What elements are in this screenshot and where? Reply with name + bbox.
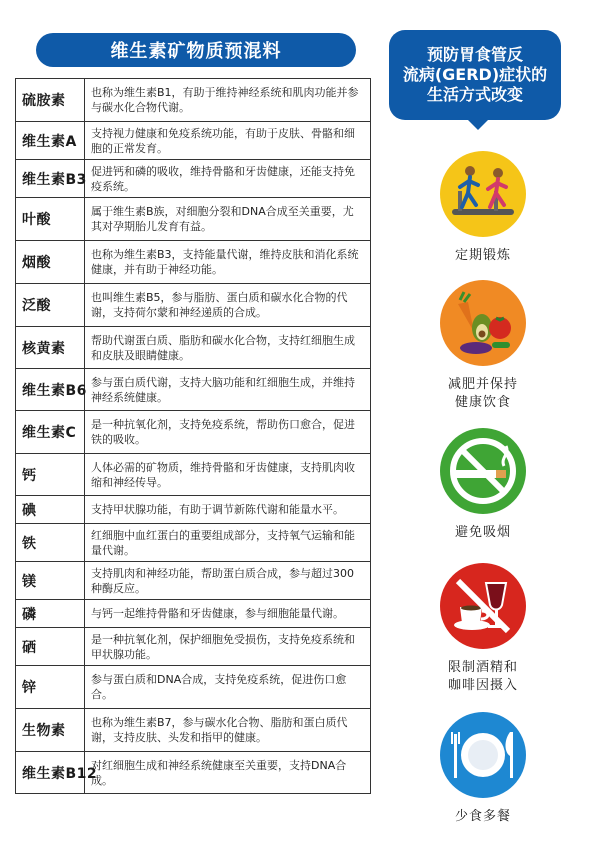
- nutrient-name: 维生素B12: [16, 752, 85, 794]
- healthy-food-icon: [440, 280, 526, 366]
- table-row: [16, 122, 371, 160]
- table-row: [16, 160, 371, 198]
- tip-no-smoking: [408, 428, 558, 542]
- table-row: [16, 709, 371, 752]
- nutrient-name: 核黄素: [16, 327, 85, 369]
- nutrient-name: 泛酸: [16, 284, 85, 327]
- table-row: [16, 524, 371, 562]
- nutrient-name: 硫胺素: [16, 79, 85, 122]
- nutrient-description: 也称为维生素B1，有助于维持神经系统和肌肉功能并参与碳水化合物代谢。: [85, 79, 371, 122]
- tip-healthy-diet: [408, 280, 558, 412]
- nutrient-name: 镁: [16, 562, 85, 600]
- nutrient-name: 叶酸: [16, 198, 85, 241]
- nutrient-description: 参与蛋白质代谢，支持大脑功能和红细胞生成，并维持神经系统健康。: [85, 369, 371, 411]
- nutrient-name: 铁: [16, 524, 85, 562]
- gerd-title-pointer: [466, 118, 490, 130]
- table-row: [16, 666, 371, 709]
- nutrient-description: 人体必需的矿物质，维持骨骼和牙齿健康，支持肌肉收缩和神经传导。: [85, 454, 371, 496]
- nutrient-description: 促进钙和磷的吸收，维持骨骼和牙齿健康，还能支持免疫系统。: [85, 160, 371, 198]
- nutrient-description: 支持甲状腺功能，有助于调节新陈代谢和能量水平。: [85, 496, 371, 524]
- nutrient-description: 帮助代谢蛋白质、脂肪和碳水化合物，支持红细胞生成和皮肤及眼睛健康。: [85, 327, 371, 369]
- nutrient-description: 也称为维生素B3，支持能量代谢，维持皮肤和消化系统健康，并有助于神经功能。: [85, 241, 371, 284]
- nutrient-name: 生物素: [16, 709, 85, 752]
- nutrient-name: 钙: [16, 454, 85, 496]
- nutrient-name: 维生素B3: [16, 160, 85, 198]
- table-row: [16, 628, 371, 666]
- table-title: [36, 33, 356, 67]
- nutrient-name: 硒: [16, 628, 85, 666]
- nutrient-description: 参与蛋白质和DNA合成，支持免疫系统，促进伤口愈合。: [85, 666, 371, 709]
- nutrient-description: 属于维生素B族，对细胞分裂和DNA合成至关重要，尤其对孕期胎儿发育有益。: [85, 198, 371, 241]
- exercise-treadmill-icon: [440, 151, 526, 237]
- nutrient-name: 锌: [16, 666, 85, 709]
- nutrient-name: 烟酸: [16, 241, 85, 284]
- tip-label-small-meals: 少食多餐: [454, 809, 511, 824]
- nutrient-description: 是一种抗氧化剂，支持免疫系统，帮助伤口愈合，促进铁的吸收。: [85, 411, 371, 454]
- tip-label-limit-alcohol-caffeine: 限制酒精和 咖啡因摄入: [447, 660, 518, 693]
- plate-cutlery-icon: [440, 712, 526, 798]
- table-row: [16, 411, 371, 454]
- nutrient-name: 维生素A: [16, 122, 85, 160]
- nutrient-description: 是一种抗氧化剂，保护细胞免受损伤，支持免疫系统和甲状腺功能。: [85, 628, 371, 666]
- table-row: [16, 241, 371, 284]
- nutrient-description: 也叫维生素B5，参与脂肪、蛋白质和碳水化合物的代谢，支持荷尔蒙和神经递质的合成。: [85, 284, 371, 327]
- gerd-title: 预防胃食管反 流病(GERD)症状的 生活方式改变: [389, 30, 561, 120]
- table-row: [16, 562, 371, 600]
- nutrient-description: 支持视力健康和免疫系统功能，有助于皮肤、骨骼和细胞的正常发育。: [85, 122, 371, 160]
- table-row: [16, 327, 371, 369]
- nutrient-description: 与钙一起维持骨骼和牙齿健康，参与细胞能量代谢。: [85, 600, 371, 628]
- table-row: [16, 369, 371, 411]
- nutrient-table: [15, 78, 371, 794]
- tip-label-exercise: 定期锻炼: [454, 248, 511, 263]
- no-alcohol-coffee-icon: [440, 563, 526, 649]
- nutrient-description: 也称为维生素B7，参与碳水化合物、脂肪和蛋白质代谢，支持皮肤、头发和指甲的健康。: [85, 709, 371, 752]
- no-smoking-icon: [440, 428, 526, 514]
- nutrient-name: 维生素B6: [16, 369, 85, 411]
- table-row: [16, 600, 371, 628]
- nutrient-name: 磷: [16, 600, 85, 628]
- nutrient-name: 碘: [16, 496, 85, 524]
- nutrient-description: 支持肌肉和神经功能，帮助蛋白质合成，参与超过300种酶反应。: [85, 562, 371, 600]
- tip-label-no-smoking: 避免吸烟: [454, 525, 511, 540]
- table-row: [16, 454, 371, 496]
- tip-small-meals: [408, 712, 558, 826]
- table-row: [16, 198, 371, 241]
- tip-limit-alcohol-caffeine: [408, 563, 558, 695]
- table-row: [16, 496, 371, 524]
- table-row: [16, 284, 371, 327]
- tip-exercise: [408, 151, 558, 265]
- nutrient-name: 维生素C: [16, 411, 85, 454]
- table-title-text: 维生素矿物质预混料: [110, 41, 282, 62]
- nutrient-description: 对红细胞生成和神经系统健康至关重要，支持DNA合成。: [85, 752, 371, 794]
- nutrient-description: 红细胞中血红蛋白的重要组成部分，支持氧气运输和能量代谢。: [85, 524, 371, 562]
- table-row: [16, 79, 371, 122]
- tip-label-healthy-diet: 减肥并保持 健康饮食: [447, 377, 518, 410]
- table-row: [16, 752, 371, 794]
